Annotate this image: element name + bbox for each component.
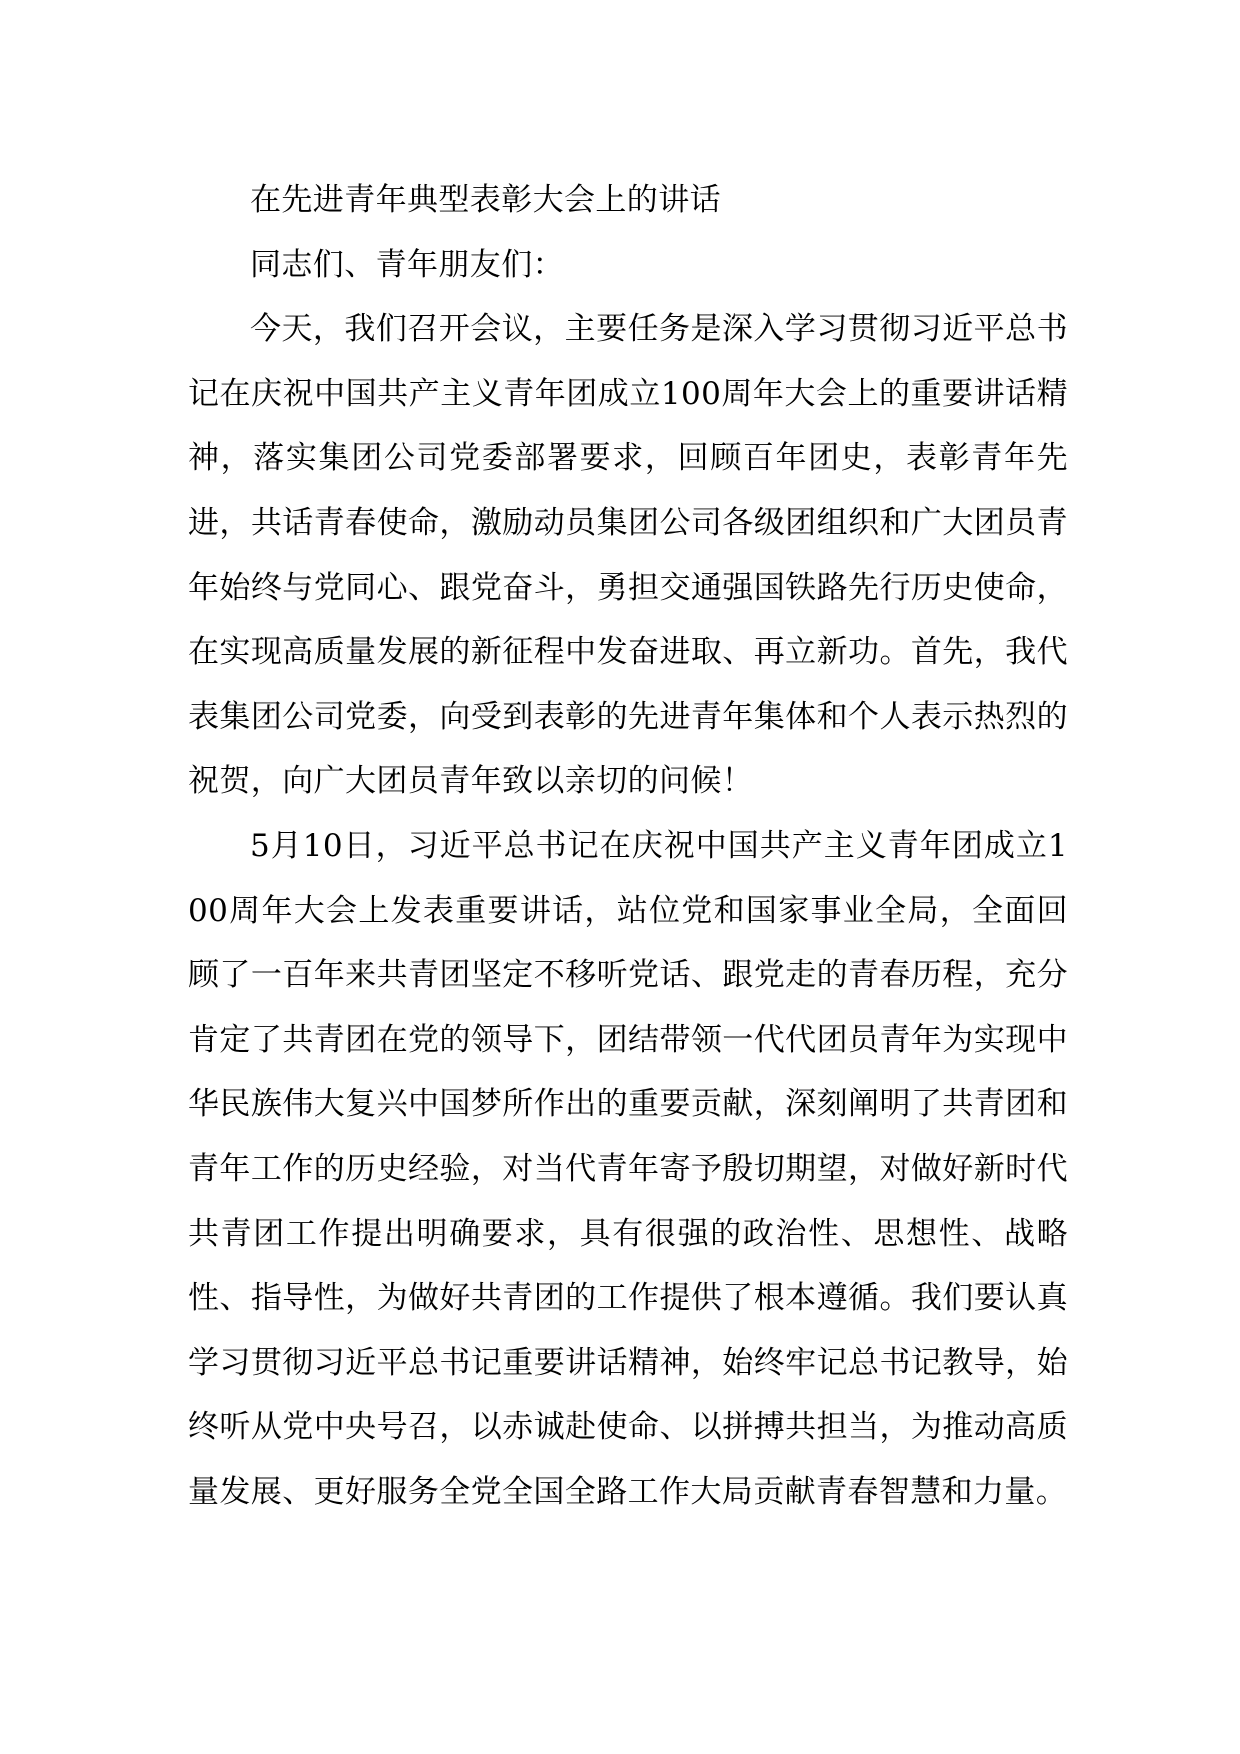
document-title: 在先进青年典型表彰大会上的讲话 [250,182,721,218]
document-body [188,168,1068,1524]
paragraph-2: 5月10日，习近平总书记在庆祝中国共产主义青年团成立100周年大会上发表重要讲话，站位党和国家事业全局，全面回顾了一百年来共青团坚定不移听党话、跟党走的青春历程，充分肯定了共青团在党的领导下，团结带领一代代团员青年为实现中华民族伟大复兴中国梦所作出的重要贡献，深刻阐明了共青团和青年工作的历史经验，对当代青年寄予殷切期望，对做好新时代共青团工作提出明确要求，具有很强的政治性、思想性、战略性、指导性，为做好共青团的工作提供了根本遵循。我们要认真学习贯彻习近平总书记重要讲话精神，始终牢记总书记教导，始终听从党中央号召，以赤诚赴使命、以拼搏共担当，为推动高质量发展、更好服务全党全国全路工作大局贡献青春智慧和力量。 [188,827,1068,1510]
paragraph-1: 今天，我们召开会议，主要任务是深入学习贯彻习近平总书记在庆祝中国共产主义青年团成立100周年大会上的重要讲话精神，落实集团公司党委部署要求，回顾百年团史，表彰青年先进，共话青春使命，激励动员集团公司各级团组织和广大团员青年始终与党同心、跟党奋斗，勇担交通强国铁路先行历史使命，在实现高质量发展的新征程中发奋进取、再立新功。首先，我代表集团公司党委，向受到表彰的先进青年集体和个人表示热烈的祝贺，向广大团员青年致以亲切的问候！ [188,311,1068,800]
salutation: 同志们、青年朋友们： [250,246,564,283]
